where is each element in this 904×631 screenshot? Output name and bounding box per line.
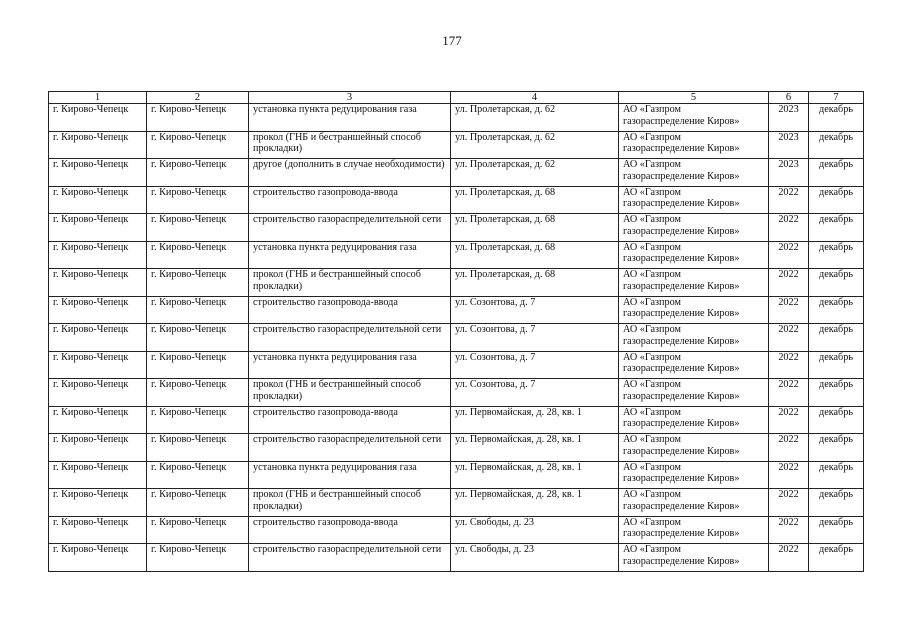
cell-work-type: прокол (ГНБ и бестраншейный способ прокладки) [249,269,451,297]
cell-settlement: г. Кирово-Чепецк [147,104,249,132]
cell-year: 2022 [769,241,809,269]
cell-work-type: строительство газопровода-ввода [249,406,451,434]
cell-municipality: г. Кирово-Чепецк [49,296,147,324]
cell-year: 2023 [769,131,809,159]
cell-municipality: г. Кирово-Чепецк [49,351,147,379]
column-header-6: 6 [769,92,809,104]
cell-month: декабрь [809,269,864,297]
cell-work-type: установка пункта редуцирования газа [249,461,451,489]
cell-month: декабрь [809,159,864,187]
cell-municipality: г. Кирово-Чепецк [49,241,147,269]
cell-work-type: строительство газопровода-ввода [249,516,451,544]
table-row [49,324,864,352]
cell-work-type: строительство газораспределительной сети [249,544,451,572]
cell-address: ул. Пролетарская, д. 68 [451,241,619,269]
cell-year: 2022 [769,296,809,324]
cell-work-type: другое (дополнить в случае необходимости) [249,159,451,187]
cell-year: 2022 [769,461,809,489]
table-row [49,434,864,462]
cell-municipality: г. Кирово-Чепецк [49,269,147,297]
table-row [49,131,864,159]
cell-settlement: г. Кирово-Чепецк [147,214,249,242]
cell-organization: АО «Газпром газораспределение Киров» [619,461,769,489]
table-body [49,104,864,572]
cell-municipality: г. Кирово-Чепецк [49,379,147,407]
cell-work-type: установка пункта редуцирования газа [249,104,451,132]
cell-organization: АО «Газпром газораспределение Киров» [619,104,769,132]
cell-settlement: г. Кирово-Чепецк [147,131,249,159]
cell-work-type: установка пункта редуцирования газа [249,351,451,379]
cell-organization: АО «Газпром газораспределение Киров» [619,324,769,352]
cell-municipality: г. Кирово-Чепецк [49,104,147,132]
cell-work-type: прокол (ГНБ и бестраншейный способ прокладки) [249,489,451,517]
cell-year: 2022 [769,186,809,214]
cell-year: 2022 [769,516,809,544]
cell-work-type: строительство газораспределительной сети [249,324,451,352]
cell-settlement: г. Кирово-Чепецк [147,296,249,324]
table-row [49,186,864,214]
cell-organization: АО «Газпром газораспределение Киров» [619,379,769,407]
cell-address: ул. Пролетарская, д. 68 [451,269,619,297]
cell-month: декабрь [809,214,864,242]
table-row [49,406,864,434]
cell-organization: АО «Газпром газораспределение Киров» [619,296,769,324]
cell-settlement: г. Кирово-Чепецк [147,269,249,297]
page-number: 177 [442,33,462,48]
cell-year: 2023 [769,159,809,187]
cell-settlement: г. Кирово-Чепецк [147,544,249,572]
column-header-2: 2 [147,92,249,104]
cell-organization: АО «Газпром газораспределение Киров» [619,351,769,379]
cell-settlement: г. Кирово-Чепецк [147,241,249,269]
cell-settlement: г. Кирово-Чепецк [147,489,249,517]
column-header-4: 4 [451,92,619,104]
cell-address: ул. Пролетарская, д. 62 [451,131,619,159]
cell-address: ул. Созонтова, д. 7 [451,351,619,379]
table-row [49,214,864,242]
cell-organization: АО «Газпром газораспределение Киров» [619,159,769,187]
cell-work-type: строительство газопровода-ввода [249,186,451,214]
cell-municipality: г. Кирово-Чепецк [49,186,147,214]
cell-year: 2022 [769,406,809,434]
table-row [49,544,864,572]
data-table [48,91,864,572]
cell-organization: АО «Газпром газораспределение Киров» [619,131,769,159]
cell-address: ул. Пролетарская, д. 62 [451,104,619,132]
cell-settlement: г. Кирово-Чепецк [147,324,249,352]
cell-settlement: г. Кирово-Чепецк [147,351,249,379]
cell-work-type: строительство газораспределительной сети [249,434,451,462]
cell-address: ул. Созонтова, д. 7 [451,296,619,324]
cell-address: ул. Свободы, д. 23 [451,516,619,544]
cell-address: ул. Пролетарская, д. 62 [451,159,619,187]
cell-organization: АО «Газпром газораспределение Киров» [619,544,769,572]
cell-work-type: строительство газопровода-ввода [249,296,451,324]
cell-address: ул. Первомайская, д. 28, кв. 1 [451,434,619,462]
column-header-7: 7 [809,92,864,104]
cell-municipality: г. Кирово-Чепецк [49,544,147,572]
cell-month: декабрь [809,516,864,544]
header-row [49,92,864,104]
cell-year: 2022 [769,351,809,379]
column-header-5: 5 [619,92,769,104]
cell-settlement: г. Кирово-Чепецк [147,434,249,462]
cell-settlement: г. Кирово-Чепецк [147,461,249,489]
cell-municipality: г. Кирово-Чепецк [49,489,147,517]
cell-address: ул. Свободы, д. 23 [451,544,619,572]
cell-municipality: г. Кирово-Чепецк [49,324,147,352]
cell-address: ул. Первомайская, д. 28, кв. 1 [451,406,619,434]
cell-month: декабрь [809,544,864,572]
cell-year: 2022 [769,544,809,572]
cell-organization: АО «Газпром газораспределение Киров» [619,516,769,544]
table-row [49,379,864,407]
cell-work-type: прокол (ГНБ и бестраншейный способ прокладки) [249,379,451,407]
cell-year: 2022 [769,379,809,407]
cell-year: 2022 [769,269,809,297]
column-header-3: 3 [249,92,451,104]
cell-month: декабрь [809,461,864,489]
cell-month: декабрь [809,241,864,269]
cell-month: декабрь [809,186,864,214]
table-row [49,159,864,187]
cell-settlement: г. Кирово-Чепецк [147,186,249,214]
cell-month: декабрь [809,406,864,434]
cell-year: 2022 [769,324,809,352]
table-row [49,269,864,297]
cell-organization: АО «Газпром газораспределение Киров» [619,269,769,297]
cell-month: декабрь [809,434,864,462]
cell-organization: АО «Газпром газораспределение Киров» [619,434,769,462]
cell-municipality: г. Кирово-Чепецк [49,159,147,187]
cell-month: декабрь [809,351,864,379]
cell-month: декабрь [809,379,864,407]
cell-municipality: г. Кирово-Чепецк [49,131,147,159]
cell-municipality: г. Кирово-Чепецк [49,214,147,242]
table-row [49,104,864,132]
cell-address: ул. Созонтова, д. 7 [451,324,619,352]
cell-organization: АО «Газпром газораспределение Киров» [619,186,769,214]
cell-year: 2023 [769,104,809,132]
cell-address: ул. Пролетарская, д. 68 [451,186,619,214]
cell-work-type: строительство газораспределительной сети [249,214,451,242]
cell-work-type: прокол (ГНБ и бестраншейный способ прокладки) [249,131,451,159]
cell-month: декабрь [809,489,864,517]
cell-settlement: г. Кирово-Чепецк [147,379,249,407]
cell-month: декабрь [809,131,864,159]
cell-municipality: г. Кирово-Чепецк [49,406,147,434]
cell-settlement: г. Кирово-Чепецк [147,159,249,187]
column-header-1: 1 [49,92,147,104]
cell-municipality: г. Кирово-Чепецк [49,516,147,544]
cell-year: 2022 [769,489,809,517]
table-row [49,351,864,379]
cell-organization: АО «Газпром газораспределение Киров» [619,214,769,242]
cell-year: 2022 [769,214,809,242]
cell-address: ул. Пролетарская, д. 68 [451,214,619,242]
table-row [49,241,864,269]
cell-municipality: г. Кирово-Чепецк [49,434,147,462]
cell-organization: АО «Газпром газораспределение Киров» [619,241,769,269]
table-row [49,489,864,517]
cell-work-type: установка пункта редуцирования газа [249,241,451,269]
cell-month: декабрь [809,104,864,132]
cell-address: ул. Первомайская, д. 28, кв. 1 [451,461,619,489]
cell-settlement: г. Кирово-Чепецк [147,516,249,544]
cell-month: декабрь [809,296,864,324]
table-row [49,296,864,324]
table-row [49,516,864,544]
cell-year: 2022 [769,434,809,462]
cell-municipality: г. Кирово-Чепецк [49,461,147,489]
cell-month: декабрь [809,324,864,352]
cell-organization: АО «Газпром газораспределение Киров» [619,489,769,517]
table-row [49,461,864,489]
cell-address: ул. Первомайская, д. 28, кв. 1 [451,489,619,517]
cell-organization: АО «Газпром газораспределение Киров» [619,406,769,434]
cell-settlement: г. Кирово-Чепецк [147,406,249,434]
cell-address: ул. Созонтова, д. 7 [451,379,619,407]
